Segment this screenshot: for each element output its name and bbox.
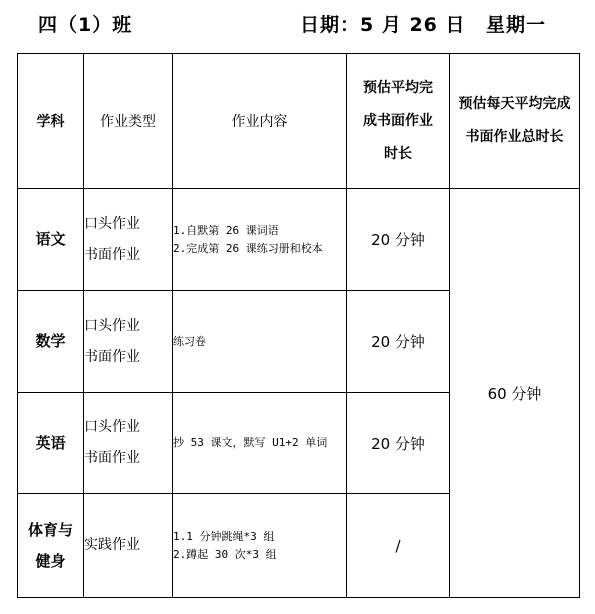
table-row-chinese bbox=[18, 189, 580, 291]
header-daily-total bbox=[450, 54, 580, 189]
page-header bbox=[0, 6, 595, 40]
type-cell bbox=[84, 494, 173, 598]
content-line: 2.完成第 26 课练习册和校本 bbox=[173, 241, 323, 255]
subject-cell bbox=[18, 494, 84, 598]
content-line: 1.自默第 26 课词语 bbox=[173, 223, 279, 237]
header-daily-total-line: 书面作业总时长 bbox=[465, 129, 564, 145]
type-item: 实践作业 bbox=[84, 537, 140, 553]
duration-cell: 20 分钟 bbox=[347, 189, 450, 291]
type-cell bbox=[84, 393, 173, 494]
type-item: 书面作业 bbox=[84, 348, 140, 365]
subject-label: 数学 bbox=[35, 332, 66, 350]
subject-cell bbox=[18, 393, 84, 494]
duration-cell: 20 分钟 bbox=[347, 393, 450, 494]
header-type: 作业类型 bbox=[84, 54, 173, 189]
header-content: 作业内容 bbox=[173, 54, 347, 189]
date-label: 日期：5 月 26 日 bbox=[300, 14, 466, 36]
content-cell bbox=[173, 393, 347, 494]
class-name: 四（1）班 bbox=[38, 14, 133, 36]
content-cell bbox=[173, 189, 347, 291]
type-cell bbox=[84, 291, 173, 393]
content-line: 练习卷 bbox=[173, 334, 206, 348]
type-item: 口头作业 bbox=[84, 215, 140, 232]
content-line: 1.1 分钟跳绳*3 组 bbox=[173, 529, 275, 543]
type-item: 书面作业 bbox=[84, 246, 140, 263]
type-item: 书面作业 bbox=[84, 450, 140, 466]
header-est-time-line: 时长 bbox=[384, 145, 412, 162]
content-cell bbox=[173, 494, 347, 598]
content-line: 2.蹲起 30 次*3 组 bbox=[173, 547, 277, 561]
subject-label: 健身 bbox=[35, 551, 66, 570]
type-item: 口头作业 bbox=[84, 419, 140, 435]
content-line: 抄 53 课文，默写 U1+2 单词 bbox=[173, 436, 328, 449]
daily-total-cell: 60 分钟 bbox=[450, 189, 580, 598]
duration-cell: 20 分钟 bbox=[347, 291, 450, 393]
type-cell bbox=[84, 189, 173, 291]
subject-label: 语文 bbox=[35, 230, 66, 248]
header-daily-total-line: 预估每天平均完成 bbox=[458, 96, 571, 112]
header-est-time-line: 成书面作业 bbox=[363, 112, 433, 129]
header-subject: 学科 bbox=[18, 54, 84, 189]
header-row bbox=[18, 54, 580, 189]
subject-cell bbox=[18, 189, 84, 291]
subject-cell bbox=[18, 291, 84, 393]
type-item: 口头作业 bbox=[84, 317, 140, 334]
subject-label: 英语 bbox=[35, 433, 66, 452]
header-est-time-line: 预估平均完 bbox=[363, 79, 433, 96]
weekday-label: 星期一 bbox=[486, 14, 547, 36]
subject-label: 体育与 bbox=[27, 520, 73, 539]
duration-cell: / bbox=[347, 494, 450, 598]
header-est-time bbox=[347, 54, 450, 189]
content-cell bbox=[173, 291, 347, 393]
homework-table bbox=[17, 53, 580, 598]
